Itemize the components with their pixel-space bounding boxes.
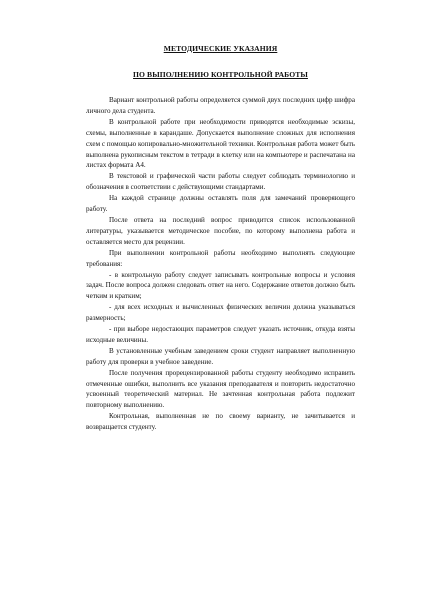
document-title-line1: МЕТОДИЧЕСКИЕ УКАЗАНИЯ <box>163 44 278 53</box>
paragraph-requirements-intro: При выполнении контрольной работы необходимо выполнять следующие требования: <box>86 248 355 268</box>
paragraph-margins: На каждой странице должны оставлять поля для замечаний проверяющего работу. <box>86 194 355 214</box>
paragraph-deadlines: В установленные учебным заведением сроки студент направляет выполненную работу для проверки в учебное заведение. <box>86 346 355 366</box>
paragraph-corrections: После получения прорецензированной работы студенту необходимо исправить отмеченные ошибки, выполнить все указания преподавателя и повторить недостаточно усвоенный теоретический материал. Не зачтенная контрольная работа подлежит повторному выполнению. <box>86 368 355 410</box>
paragraph-requirement-sources: - при выборе недостающих параметров следует указать источник, откуда взяты исходные величины. <box>86 325 355 344</box>
document-body <box>86 95 355 433</box>
paragraph-sketches: В контрольной работе при необходимости приводятся необходимые эскизы, схемы, выполненные в карандаше. Допускается выполнение сложных для исполнения схем с помощью копировально-множительной техники. Контрольная работа может быть выполнена рукописным текстом в тетради в клетку или на компьютере и распечатана на листах формата А4. <box>86 117 355 170</box>
paragraph-literature: После ответа на последний вопрос приводится список использованной литературы, указывается методическое пособие, по которому выполнена работа и оставляется место для рецензии. <box>86 215 355 246</box>
paragraph-terminology: В текстовой и графической части работы следует соблюдать терминологию и обозначения в соответствии с действующими стандартами. <box>86 172 355 192</box>
paragraph-variant: Вариант контрольной работы определяется суммой двух последних цифр шифра личного дела студента. <box>86 96 355 115</box>
paragraph-wrong-variant: Контрольная, выполненная не по своему варианту, не зачитывается и возвращается студенту. <box>86 412 355 432</box>
paragraph-requirement-units: - для всех исходных и вычисленных физических величин должна указываться размерность; <box>86 303 355 323</box>
paragraph-requirement-questions: - в контрольную работу следует записывать контрольные вопросы и условия задач. После вопроса должен следовать ответ на него. Содержание ответов должно быть четким и кратким; <box>86 270 355 301</box>
document-title-line2: ПО ВЫПОЛНЕНИЮ КОНТРОЛЬНОЙ РАБОТЫ <box>133 70 308 79</box>
